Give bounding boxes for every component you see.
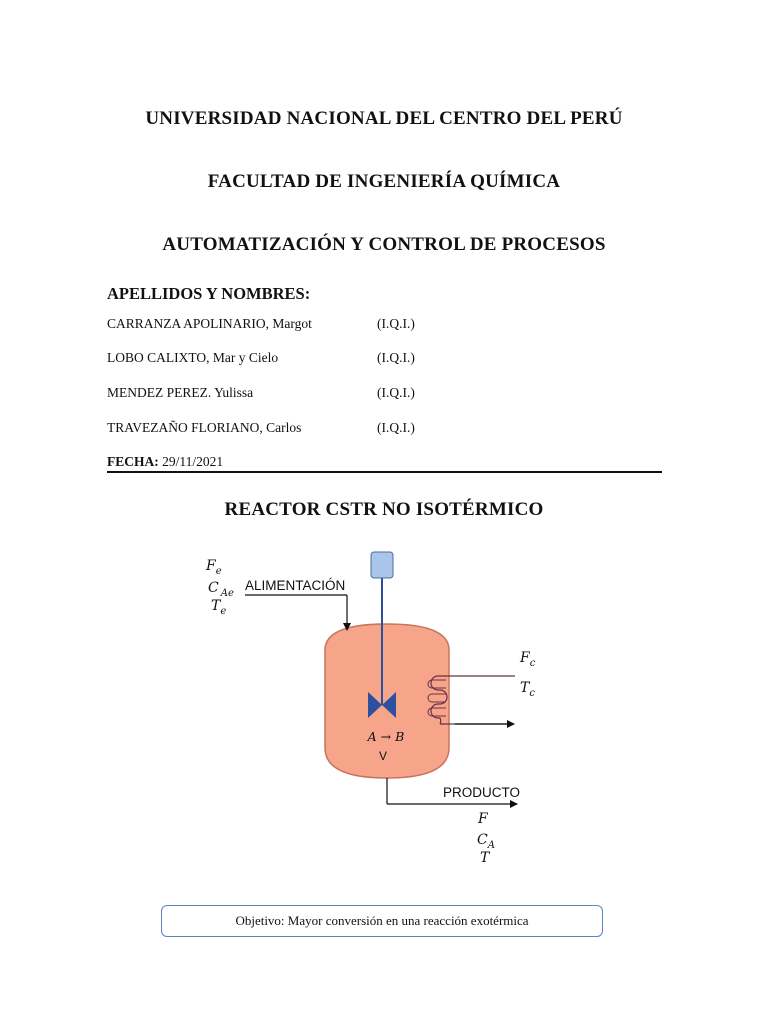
university-title: UNIVERSIDAD NACIONAL DEL CENTRO DEL PERÚ (145, 108, 623, 129)
course-title: AUTOMATIZACIÓN Y CONTROL DE PROCESOS (162, 234, 606, 255)
product-flow-var: F (478, 811, 488, 827)
coolant-temp-var: $T_c$ (520, 680, 535, 699)
product-temp-var: T (480, 850, 490, 866)
date-label: FECHA: (107, 454, 159, 469)
objective-box (161, 905, 603, 937)
names-heading: APELLIDOS Y NOMBRES: (107, 284, 311, 303)
member-name: CARRANZA APOLINARIO, Margot (107, 316, 312, 331)
feed-conc-var: C $_{Ae}$ (208, 580, 234, 599)
member-career: (I.Q.I.) (377, 420, 415, 435)
faculty-title: FACULTAD DE INGENIERÍA QUÍMICA (207, 171, 561, 192)
product-conc-var: $C_A$ (477, 832, 495, 851)
member-name: MENDEZ PEREZ. Yulissa (107, 385, 254, 400)
objective-text: Objetivo: Mayor conversión en una reacción exotérmica (235, 913, 529, 928)
coolant-flow-var: $F_c$ (520, 650, 536, 669)
feed-label: ALIMENTACIÓN (245, 578, 346, 593)
agitator-motor (371, 552, 393, 578)
member-career: (I.Q.I.) (377, 316, 415, 331)
reactor-title: REACTOR CSTR NO ISOTÉRMICO (224, 499, 544, 520)
product-label: PRODUCTO (443, 785, 521, 800)
feed-flow-var: $F_e$ (206, 558, 222, 577)
member-name: TRAVEZAÑO FLORIANO, Carlos (107, 420, 302, 435)
volume-label: V (378, 749, 388, 763)
member-career: (I.Q.I.) (377, 385, 415, 400)
date-value: 29/11/2021 (162, 454, 224, 469)
member-career: (I.Q.I.) (377, 350, 415, 365)
feed-temp-var: $T_e$ (211, 598, 227, 617)
reaction-label: A → B (367, 729, 405, 744)
member-name: LOBO CALIXTO, Mar y Cielo (107, 350, 279, 365)
